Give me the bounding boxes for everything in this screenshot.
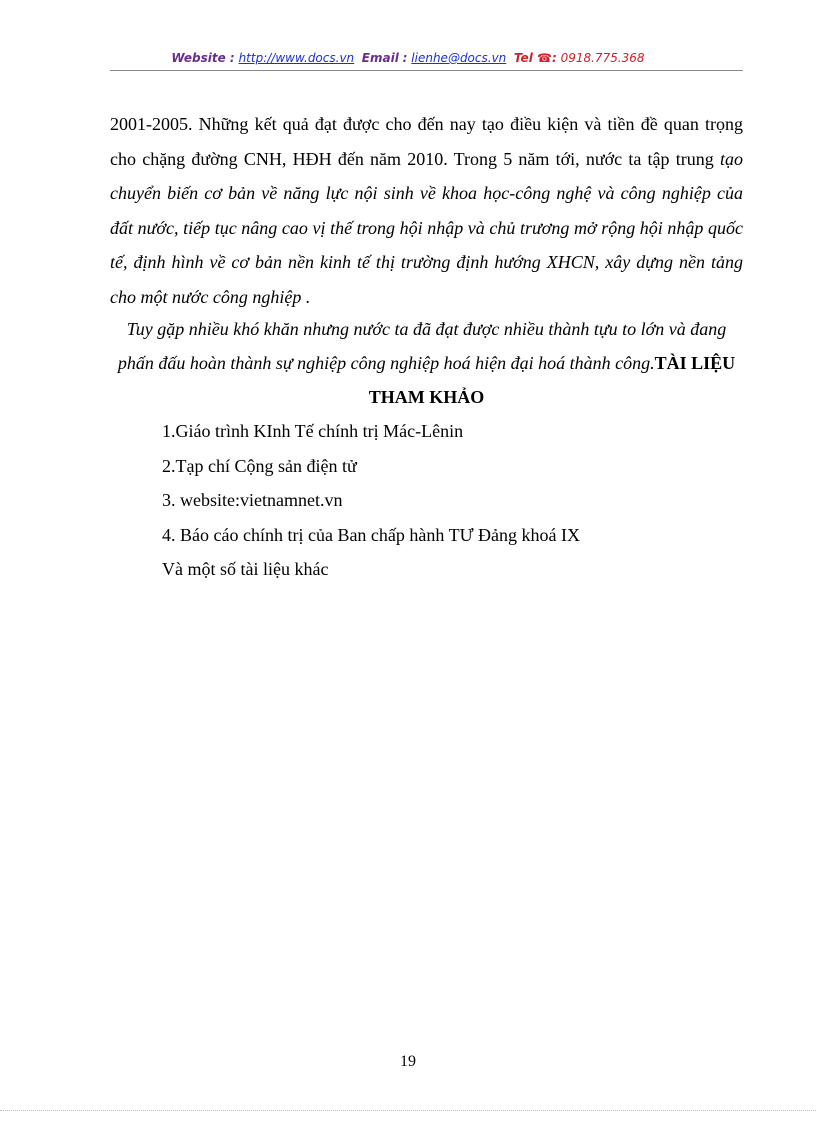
website-label: Website : <box>171 51 235 65</box>
paragraph-1-italic: tạo chuyển biến cơ bản về năng lực nội sinh về khoa học-công nghệ và công nghiệp của đất nước, tiếp tục nâng cao vị thế trong hội nhập và chủ trương mở rộng hội nhập quốc tế, định hình về cơ bản nền kinh tế thị trường định hướng XHCN, xây dựng nền tảng cho một nước công nghiệp . <box>110 148 743 307</box>
reference-item-4: 4. Báo cáo chính trị của Ban chấp hành TƯ Đảng khoá IX <box>162 524 581 545</box>
reference-list <box>162 414 580 587</box>
email-link[interactable]: lienhe@docs.vn <box>411 51 507 65</box>
tel-label: Tel ☎: <box>513 51 557 65</box>
reference-item-2: 2.Tạp chí Cộng sản điện tử <box>162 455 357 476</box>
paragraph-1-normal: 2001-2005. Những kết quả đạt được cho đến nay tạo điều kiện và tiền đề quan trọng cho chặng đường CNH, HĐH đến năm 2010. Trong 5 năm tới, nước ta tập trung <box>110 114 743 169</box>
email-label: Email <box>361 51 399 65</box>
paragraph-2-italic: Tuy gặp nhiều khó khăn nhưng nước ta đã đạt được nhiều thành tựu to lớn và đang phấn đấu hoàn thành sự nghiệp công nghiệp hoá hiện đại hoá thành công. <box>117 319 727 373</box>
reference-item-1: 1.Giáo trình KInh Tế chính trị Mác-Lênin <box>162 421 464 441</box>
reference-item-5: Và một số tài liệu khác <box>162 559 329 579</box>
footer-rule <box>0 1110 816 1111</box>
website-link[interactable]: http://www.docs.vn <box>238 51 355 65</box>
header-rule <box>110 70 743 71</box>
paragraph-1 <box>110 107 743 314</box>
references-heading: TÀI LIỆU THAM KHẢO <box>368 353 736 407</box>
page-number: 19 <box>400 1053 416 1070</box>
paragraph-2 <box>110 312 743 414</box>
email-separator: : <box>402 51 408 65</box>
tel-value: 0918.775.368 <box>560 51 645 65</box>
page-header <box>0 51 816 65</box>
reference-item-3: 3. website:vietnamnet.vn <box>162 490 343 510</box>
